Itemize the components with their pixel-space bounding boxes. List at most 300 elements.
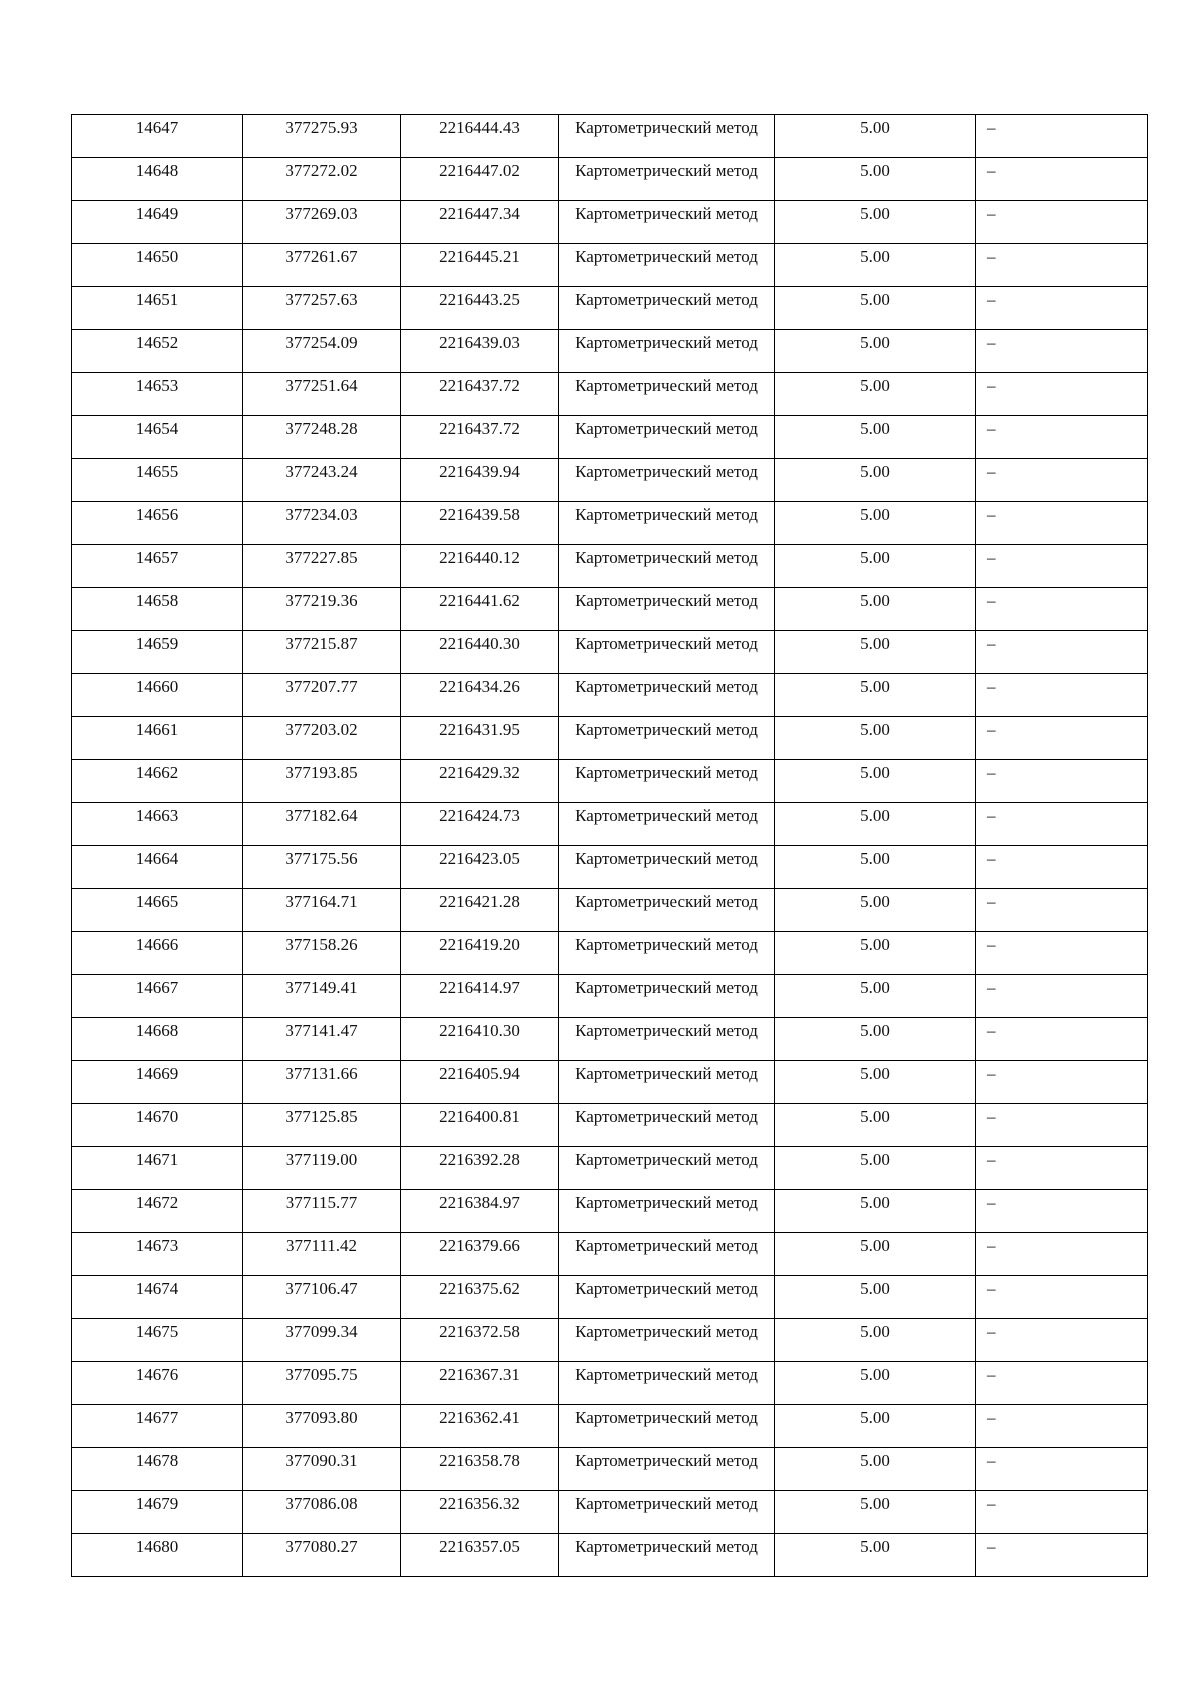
point-number-cell — [72, 459, 243, 502]
accuracy-cell — [775, 244, 976, 287]
coordinate-x-text: 377095.75 — [285, 1365, 358, 1384]
accuracy-text: 5.00 — [860, 1064, 890, 1083]
note-cell — [976, 760, 1148, 803]
point-number-cell — [72, 1233, 243, 1276]
note-cell — [976, 932, 1148, 975]
note-cell — [976, 1147, 1148, 1190]
coordinate-x-text: 377175.56 — [285, 849, 358, 868]
table-row — [72, 1405, 1148, 1448]
note-text: – — [987, 849, 996, 868]
coordinate-y-cell — [401, 631, 559, 674]
coordinate-x-cell — [243, 1104, 401, 1147]
accuracy-cell — [775, 287, 976, 330]
method-text: Картометрический метод — [575, 1451, 758, 1470]
method-text: Картометрический метод — [575, 849, 758, 868]
point-number-cell — [72, 975, 243, 1018]
method-text: Картометрический метод — [575, 1236, 758, 1255]
accuracy-text: 5.00 — [860, 806, 890, 825]
accuracy-cell — [775, 674, 976, 717]
accuracy-cell — [775, 502, 976, 545]
coordinate-y-text: 2216357.05 — [439, 1537, 520, 1556]
point-number-text: 14659 — [135, 634, 179, 653]
note-text: – — [987, 118, 996, 137]
note-text: – — [987, 1236, 996, 1255]
accuracy-text: 5.00 — [860, 849, 890, 868]
note-cell — [976, 1276, 1148, 1319]
method-cell — [559, 1061, 775, 1104]
table-row — [72, 932, 1148, 975]
point-number-text: 14655 — [135, 462, 179, 481]
accuracy-cell — [775, 1061, 976, 1104]
coordinate-y-cell — [401, 1405, 559, 1448]
coordinate-y-cell — [401, 244, 559, 287]
table-body — [72, 115, 1148, 1577]
point-number-cell — [72, 1405, 243, 1448]
note-cell — [976, 588, 1148, 631]
note-cell — [976, 1405, 1148, 1448]
coordinate-y-text: 2216367.31 — [439, 1365, 520, 1384]
coordinate-x-cell — [243, 846, 401, 889]
coordinate-x-text: 377141.47 — [285, 1021, 358, 1040]
note-text: – — [987, 505, 996, 524]
point-number-cell — [72, 846, 243, 889]
method-cell — [559, 373, 775, 416]
accuracy-cell — [775, 1491, 976, 1534]
point-number-text: 14667 — [135, 978, 179, 997]
point-number-cell — [72, 1319, 243, 1362]
accuracy-text: 5.00 — [860, 290, 890, 309]
accuracy-cell — [775, 932, 976, 975]
note-cell — [976, 674, 1148, 717]
method-cell — [559, 416, 775, 459]
table-row — [72, 803, 1148, 846]
accuracy-cell — [775, 1362, 976, 1405]
accuracy-text: 5.00 — [860, 1279, 890, 1298]
coordinate-x-cell — [243, 674, 401, 717]
method-cell — [559, 1018, 775, 1061]
method-cell — [559, 1534, 775, 1577]
point-number-text: 14652 — [135, 333, 179, 352]
coordinate-y-text: 2216439.94 — [439, 462, 520, 481]
accuracy-cell — [775, 1147, 976, 1190]
point-number-cell — [72, 674, 243, 717]
coordinate-y-cell — [401, 717, 559, 760]
method-text: Картометрический метод — [575, 161, 758, 180]
method-cell — [559, 717, 775, 760]
point-number-cell — [72, 1534, 243, 1577]
coordinate-y-text: 2216434.26 — [439, 677, 520, 696]
table-row — [72, 1104, 1148, 1147]
note-cell — [976, 631, 1148, 674]
accuracy-text: 5.00 — [860, 1322, 890, 1341]
coordinate-y-cell — [401, 1534, 559, 1577]
coordinate-y-cell — [401, 1147, 559, 1190]
coordinate-x-text: 377106.47 — [285, 1279, 358, 1298]
point-number-cell — [72, 1104, 243, 1147]
table-row — [72, 1061, 1148, 1104]
table-row — [72, 1276, 1148, 1319]
note-cell — [976, 158, 1148, 201]
coordinate-y-text: 2216437.72 — [439, 419, 520, 438]
point-number-cell — [72, 287, 243, 330]
accuracy-text: 5.00 — [860, 1107, 890, 1126]
method-cell — [559, 1104, 775, 1147]
coordinate-y-cell — [401, 158, 559, 201]
table-row — [72, 588, 1148, 631]
coordinate-x-cell — [243, 1018, 401, 1061]
coordinate-x-cell — [243, 1362, 401, 1405]
accuracy-cell — [775, 1276, 976, 1319]
accuracy-cell — [775, 631, 976, 674]
method-text: Картометрический метод — [575, 462, 758, 481]
point-number-text: 14664 — [135, 849, 179, 868]
table-row — [72, 1190, 1148, 1233]
method-cell — [559, 244, 775, 287]
point-number-cell — [72, 115, 243, 158]
method-cell — [559, 1491, 775, 1534]
note-cell — [976, 889, 1148, 932]
coordinate-x-cell — [243, 588, 401, 631]
note-cell — [976, 1319, 1148, 1362]
accuracy-text: 5.00 — [860, 978, 890, 997]
table-row — [72, 416, 1148, 459]
table-row — [72, 1534, 1148, 1577]
note-text: – — [987, 1107, 996, 1126]
note-text: – — [987, 548, 996, 567]
coordinate-y-text: 2216410.30 — [439, 1021, 520, 1040]
point-number-text: 14668 — [135, 1021, 179, 1040]
method-text: Картометрический метод — [575, 376, 758, 395]
table-row — [72, 201, 1148, 244]
note-text: – — [987, 634, 996, 653]
coordinate-y-text: 2216447.34 — [439, 204, 520, 223]
accuracy-cell — [775, 889, 976, 932]
point-number-cell — [72, 889, 243, 932]
coordinate-y-text: 2216384.97 — [439, 1193, 520, 1212]
coordinate-y-cell — [401, 1319, 559, 1362]
coordinate-x-cell — [243, 1147, 401, 1190]
method-cell — [559, 158, 775, 201]
method-cell — [559, 115, 775, 158]
note-cell — [976, 502, 1148, 545]
method-text: Картометрический метод — [575, 720, 758, 739]
coordinate-x-cell — [243, 1233, 401, 1276]
accuracy-text: 5.00 — [860, 591, 890, 610]
coordinate-x-cell — [243, 287, 401, 330]
coordinate-x-cell — [243, 1319, 401, 1362]
point-number-text: 14662 — [135, 763, 179, 782]
method-cell — [559, 1362, 775, 1405]
accuracy-text: 5.00 — [860, 892, 890, 911]
coordinate-y-cell — [401, 416, 559, 459]
coordinate-y-text: 2216440.12 — [439, 548, 520, 567]
method-cell — [559, 932, 775, 975]
coordinate-y-cell — [401, 1362, 559, 1405]
method-text: Картометрический метод — [575, 333, 758, 352]
method-cell — [559, 1448, 775, 1491]
point-number-cell — [72, 1448, 243, 1491]
coordinate-y-cell — [401, 975, 559, 1018]
accuracy-cell — [775, 1534, 976, 1577]
coordinate-x-text: 377182.64 — [285, 806, 358, 825]
coordinate-y-text: 2216358.78 — [439, 1451, 520, 1470]
coordinate-x-cell — [243, 889, 401, 932]
coordinate-y-text: 2216379.66 — [439, 1236, 520, 1255]
note-text: – — [987, 419, 996, 438]
accuracy-text: 5.00 — [860, 548, 890, 567]
note-text: – — [987, 1021, 996, 1040]
coordinate-x-cell — [243, 545, 401, 588]
method-text: Картометрический метод — [575, 118, 758, 137]
note-text: – — [987, 978, 996, 997]
coordinate-x-text: 377254.09 — [285, 333, 358, 352]
table-row — [72, 674, 1148, 717]
point-number-text: 14649 — [135, 204, 179, 223]
point-number-text: 14679 — [135, 1494, 179, 1513]
coordinate-y-cell — [401, 287, 559, 330]
coordinate-y-text: 2216441.62 — [439, 591, 520, 610]
point-number-cell — [72, 932, 243, 975]
point-number-text: 14676 — [135, 1365, 179, 1384]
accuracy-text: 5.00 — [860, 462, 890, 481]
coordinate-y-cell — [401, 1276, 559, 1319]
coordinate-x-cell — [243, 330, 401, 373]
coordinate-x-text: 377090.31 — [285, 1451, 358, 1470]
coordinate-x-text: 377257.63 — [285, 290, 358, 309]
coordinate-x-cell — [243, 932, 401, 975]
point-number-text: 14657 — [135, 548, 179, 567]
coordinate-x-text: 377149.41 — [285, 978, 358, 997]
note-text: – — [987, 1064, 996, 1083]
accuracy-text: 5.00 — [860, 763, 890, 782]
accuracy-cell — [775, 1448, 976, 1491]
method-text: Картометрический метод — [575, 1494, 758, 1513]
table-row — [72, 717, 1148, 760]
note-cell — [976, 1362, 1148, 1405]
method-text: Картометрический метод — [575, 1107, 758, 1126]
accuracy-text: 5.00 — [860, 161, 890, 180]
accuracy-cell — [775, 760, 976, 803]
method-cell — [559, 201, 775, 244]
coordinate-x-cell — [243, 803, 401, 846]
note-text: – — [987, 1494, 996, 1513]
coordinate-y-text: 2216439.58 — [439, 505, 520, 524]
method-text: Картометрический метод — [575, 677, 758, 696]
table-row — [72, 1233, 1148, 1276]
coordinate-x-text: 377093.80 — [285, 1408, 358, 1427]
method-text: Картометрический метод — [575, 634, 758, 653]
note-text: – — [987, 763, 996, 782]
coordinate-y-cell — [401, 889, 559, 932]
accuracy-text: 5.00 — [860, 1408, 890, 1427]
table-row — [72, 760, 1148, 803]
accuracy-text: 5.00 — [860, 1193, 890, 1212]
method-cell — [559, 846, 775, 889]
coordinate-x-cell — [243, 373, 401, 416]
coordinate-x-text: 377086.08 — [285, 1494, 358, 1513]
point-number-cell — [72, 502, 243, 545]
coordinate-x-cell — [243, 760, 401, 803]
coordinate-y-text: 2216392.28 — [439, 1150, 520, 1169]
point-number-text: 14660 — [135, 677, 179, 696]
note-text: – — [987, 1193, 996, 1212]
accuracy-text: 5.00 — [860, 935, 890, 954]
coordinates-table — [71, 114, 1148, 1577]
accuracy-cell — [775, 545, 976, 588]
note-text: – — [987, 462, 996, 481]
accuracy-cell — [775, 588, 976, 631]
coordinate-y-cell — [401, 1018, 559, 1061]
accuracy-text: 5.00 — [860, 376, 890, 395]
coordinate-y-text: 2216372.58 — [439, 1322, 520, 1341]
document-page — [71, 114, 1147, 1577]
table-row — [72, 975, 1148, 1018]
point-number-text: 14673 — [135, 1236, 179, 1255]
note-text: – — [987, 677, 996, 696]
point-number-text: 14680 — [135, 1537, 179, 1556]
point-number-text: 14647 — [135, 118, 179, 137]
note-cell — [976, 201, 1148, 244]
note-text: – — [987, 1537, 996, 1556]
method-text: Картометрический метод — [575, 1537, 758, 1556]
coordinate-y-text: 2216445.21 — [439, 247, 520, 266]
accuracy-text: 5.00 — [860, 247, 890, 266]
point-number-text: 14654 — [135, 419, 179, 438]
note-cell — [976, 373, 1148, 416]
point-number-cell — [72, 1061, 243, 1104]
coordinate-y-cell — [401, 330, 559, 373]
note-text: – — [987, 204, 996, 223]
coordinate-x-cell — [243, 1405, 401, 1448]
table-row — [72, 459, 1148, 502]
accuracy-cell — [775, 373, 976, 416]
point-number-text: 14669 — [135, 1064, 179, 1083]
point-number-cell — [72, 373, 243, 416]
coordinate-x-text: 377111.42 — [286, 1236, 357, 1255]
note-text: – — [987, 333, 996, 352]
coordinate-y-text: 2216356.32 — [439, 1494, 520, 1513]
note-cell — [976, 975, 1148, 1018]
point-number-cell — [72, 158, 243, 201]
note-cell — [976, 244, 1148, 287]
method-cell — [559, 889, 775, 932]
coordinate-x-cell — [243, 1190, 401, 1233]
point-number-cell — [72, 588, 243, 631]
table-row — [72, 1362, 1148, 1405]
point-number-text: 14653 — [135, 376, 179, 395]
note-text: – — [987, 1279, 996, 1298]
coordinate-x-text: 377261.67 — [285, 247, 358, 266]
table-row — [72, 330, 1148, 373]
accuracy-cell — [775, 717, 976, 760]
method-cell — [559, 760, 775, 803]
note-text: – — [987, 1150, 996, 1169]
coordinate-x-cell — [243, 1276, 401, 1319]
coordinate-y-text: 2216419.20 — [439, 935, 520, 954]
point-number-text: 14656 — [135, 505, 179, 524]
method-text: Картометрический метод — [575, 892, 758, 911]
method-cell — [559, 631, 775, 674]
method-text: Картометрический метод — [575, 548, 758, 567]
note-text: – — [987, 376, 996, 395]
point-number-text: 14670 — [135, 1107, 179, 1126]
coordinate-y-cell — [401, 201, 559, 244]
coordinate-x-text: 377269.03 — [285, 204, 358, 223]
method-cell — [559, 1276, 775, 1319]
note-text: – — [987, 290, 996, 309]
coordinate-x-cell — [243, 502, 401, 545]
note-cell — [976, 846, 1148, 889]
table-row — [72, 287, 1148, 330]
coordinate-y-text: 2216447.02 — [439, 161, 520, 180]
table-row — [72, 1448, 1148, 1491]
accuracy-cell — [775, 158, 976, 201]
accuracy-text: 5.00 — [860, 720, 890, 739]
note-text: – — [987, 806, 996, 825]
table-row — [72, 1147, 1148, 1190]
method-text: Картометрический метод — [575, 247, 758, 266]
coordinate-y-text: 2216443.25 — [439, 290, 520, 309]
coordinate-x-text: 377131.66 — [285, 1064, 358, 1083]
accuracy-text: 5.00 — [860, 204, 890, 223]
note-cell — [976, 1018, 1148, 1061]
accuracy-cell — [775, 1405, 976, 1448]
coordinate-y-cell — [401, 588, 559, 631]
note-cell — [976, 545, 1148, 588]
accuracy-cell — [775, 1104, 976, 1147]
note-text: – — [987, 935, 996, 954]
table-row — [72, 545, 1148, 588]
point-number-cell — [72, 760, 243, 803]
coordinate-x-text: 377248.28 — [285, 419, 358, 438]
accuracy-text: 5.00 — [860, 1365, 890, 1384]
table-row — [72, 846, 1148, 889]
coordinate-x-cell — [243, 158, 401, 201]
method-text: Картометрический метод — [575, 978, 758, 997]
accuracy-text: 5.00 — [860, 1494, 890, 1513]
coordinate-y-cell — [401, 373, 559, 416]
method-cell — [559, 588, 775, 631]
coordinate-y-cell — [401, 1061, 559, 1104]
coordinate-y-text: 2216400.81 — [439, 1107, 520, 1126]
coordinate-x-cell — [243, 201, 401, 244]
point-number-text: 14671 — [135, 1150, 179, 1169]
coordinate-y-text: 2216414.97 — [439, 978, 520, 997]
method-text: Картометрический метод — [575, 1193, 758, 1212]
accuracy-cell — [775, 1190, 976, 1233]
accuracy-text: 5.00 — [860, 505, 890, 524]
method-text: Картометрический метод — [575, 419, 758, 438]
coordinate-y-cell — [401, 1448, 559, 1491]
point-number-text: 14658 — [135, 591, 179, 610]
accuracy-cell — [775, 459, 976, 502]
method-text: Картометрический метод — [575, 1322, 758, 1341]
point-number-cell — [72, 717, 243, 760]
coordinate-y-cell — [401, 1104, 559, 1147]
coordinate-y-cell — [401, 502, 559, 545]
point-number-cell — [72, 631, 243, 674]
coordinate-x-cell — [243, 1061, 401, 1104]
accuracy-text: 5.00 — [860, 1021, 890, 1040]
coordinate-y-cell — [401, 115, 559, 158]
coordinate-y-text: 2216439.03 — [439, 333, 520, 352]
point-number-cell — [72, 803, 243, 846]
method-text: Картометрический метод — [575, 505, 758, 524]
accuracy-text: 5.00 — [860, 333, 890, 352]
method-text: Картометрический метод — [575, 1408, 758, 1427]
coordinate-x-text: 377251.64 — [285, 376, 358, 395]
method-text: Картометрический метод — [575, 290, 758, 309]
